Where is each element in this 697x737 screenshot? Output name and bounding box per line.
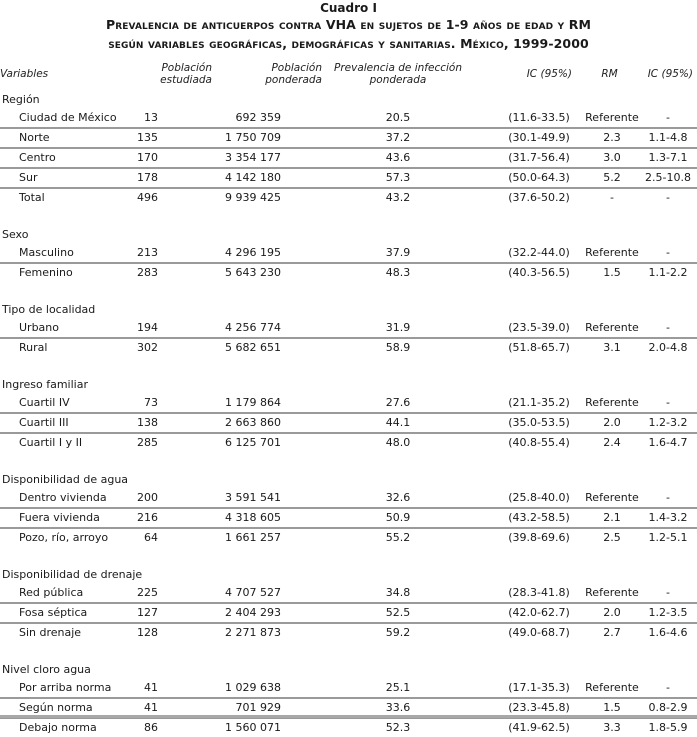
data-table	[0, 91, 697, 737]
cell-variable: Cuartil III	[0, 413, 112, 433]
cell-poblacion-ponderada: 9 939 425	[178, 188, 323, 207]
group-label: Sexo	[2, 228, 29, 241]
cell-variable: Rural	[0, 338, 112, 357]
cell-poblacion-ponderada: 2 404 293	[178, 603, 323, 623]
cell-rm: Referente	[585, 111, 639, 124]
cell-ic95-rm: 1.8-5.9	[639, 718, 697, 737]
group-label: Tipo de localidad	[2, 303, 96, 316]
cell-ic95-rm: 1.2-5.1	[639, 528, 697, 547]
cell-prevalencia: 48.3	[323, 263, 473, 282]
cell-ic95-rm: 1.1-2.2	[639, 263, 697, 282]
col-header-rm: RM	[601, 68, 618, 80]
table-header	[0, 62, 697, 86]
group-header-row	[0, 301, 697, 319]
cell-poblacion-estudiada: 127	[112, 603, 178, 623]
cell-ic95-rm: 2.0-4.8	[639, 338, 697, 357]
cell-ic95: (35.0-53.5)	[473, 413, 585, 433]
cell-prevalencia: 43.6	[323, 148, 473, 168]
cell-prevalencia: 59.2	[323, 623, 473, 642]
cell-prevalencia: 44.1	[323, 413, 473, 433]
cell-poblacion-estudiada: 200	[137, 491, 158, 504]
group-spacer	[0, 452, 697, 471]
cell-rm: 3.1	[585, 338, 639, 357]
cell-poblacion-ponderada: 1 029 638	[225, 681, 281, 694]
cell-poblacion-estudiada: 13	[144, 111, 158, 124]
table-row	[0, 623, 697, 642]
cell-poblacion-ponderada: 1 560 071	[178, 718, 323, 737]
cell-prevalencia: 52.5	[323, 603, 473, 623]
cell-rm: 2.4	[585, 433, 639, 452]
group-spacer	[0, 282, 697, 301]
cell-ic95: (37.6-50.2)	[473, 188, 585, 207]
table-row	[0, 718, 697, 737]
cell-rm: Referente	[585, 396, 639, 409]
table-row	[0, 168, 697, 188]
cell-prevalencia: 34.8	[385, 586, 411, 599]
cell-variable: Sin drenaje	[0, 623, 112, 642]
table-row	[0, 679, 697, 698]
table-row	[0, 109, 697, 128]
cell-ic95-rm: 1.6-4.7	[639, 433, 697, 452]
cell-ic95-rm: 0.8-2.9	[639, 698, 697, 718]
cell-poblacion-estudiada: 213	[137, 246, 158, 259]
cell-ic95: (51.8-65.7)	[473, 338, 585, 357]
cell-ic95: (11.6-33.5)	[508, 111, 570, 124]
table-title-line-1: Prevalencia de anticuerpos contra VHA en sujetos de 1-9 años de edad y RM	[105, 17, 592, 32]
group-label: Región	[2, 93, 40, 106]
group-spacer	[0, 357, 697, 376]
cell-poblacion-ponderada: 692 359	[235, 111, 281, 124]
cell-poblacion-estudiada: 225	[137, 586, 158, 599]
cell-variable: Debajo norma	[0, 718, 112, 737]
cell-ic95-rm: 1.6-4.6	[639, 623, 697, 642]
cell-rm: 2.7	[585, 623, 639, 642]
cell-rm: Referente	[585, 321, 639, 334]
cell-variable: Urbano	[19, 321, 59, 334]
table-title-line-2: según variables geográficas, demográficas y sanitarias. México, 1999-2000	[108, 36, 589, 51]
cell-ic95-rm: 2.5-10.8	[639, 168, 697, 188]
cell-rm: 1.5	[585, 698, 639, 718]
cell-ic95: (39.8-69.6)	[473, 528, 585, 547]
cell-variable: Pozo, río, arroyo	[0, 528, 112, 547]
cell-ic95: (49.0-68.7)	[473, 623, 585, 642]
cell-variable: Norte	[0, 128, 112, 148]
col-header-poblacion-ponderada: Población ponderada	[265, 62, 322, 86]
cell-poblacion-ponderada: 701 929	[178, 698, 323, 718]
table-row	[0, 263, 697, 282]
col-header-ic95-rm: IC (95%)	[647, 68, 693, 80]
table-row	[0, 244, 697, 263]
cell-poblacion-ponderada: 6 125 701	[178, 433, 323, 452]
cell-ic95: (40.3-56.5)	[473, 263, 585, 282]
cell-prevalencia: 25.1	[385, 681, 411, 694]
cell-ic95: (28.3-41.8)	[508, 586, 570, 599]
cell-ic95-rm: -	[666, 246, 671, 259]
cell-prevalencia: 52.3	[323, 718, 473, 737]
cell-variable: Red pública	[19, 586, 84, 599]
table-row	[0, 508, 697, 528]
col-header-poblacion-estudiada: Población estudiada	[160, 62, 212, 86]
cell-rm: 3.0	[585, 148, 639, 168]
cell-poblacion-estudiada: 302	[112, 338, 178, 357]
table-row	[0, 319, 697, 338]
cell-ic95: (23.5-39.0)	[508, 321, 570, 334]
table-row	[0, 584, 697, 603]
cell-poblacion-ponderada: 4 318 605	[178, 508, 323, 528]
table-row	[0, 489, 697, 508]
cell-poblacion-ponderada: 4 707 527	[225, 586, 281, 599]
cell-variable: Fuera vivienda	[0, 508, 112, 528]
cell-prevalencia: 33.6	[323, 698, 473, 718]
cell-prevalencia: 55.2	[323, 528, 473, 547]
cell-prevalencia: 20.5	[385, 111, 411, 124]
cell-prevalencia: 57.3	[323, 168, 473, 188]
table-caption: Cuadro I	[320, 1, 377, 15]
cell-poblacion-estudiada: 283	[112, 263, 178, 282]
cell-prevalencia: 50.9	[323, 508, 473, 528]
cell-ic95: (42.0-62.7)	[473, 603, 585, 623]
cell-poblacion-ponderada: 5 643 230	[178, 263, 323, 282]
cell-ic95-rm: -	[666, 586, 671, 599]
cell-ic95: (25.8-40.0)	[508, 491, 570, 504]
cell-rm: 2.1	[585, 508, 639, 528]
cell-poblacion-estudiada: 496	[112, 188, 178, 207]
cell-ic95: (43.2-58.5)	[473, 508, 585, 528]
group-label: Nivel cloro agua	[2, 663, 91, 676]
cell-poblacion-estudiada: 138	[112, 413, 178, 433]
cell-ic95-rm: -	[639, 188, 697, 207]
cell-variable: Femenino	[0, 263, 112, 282]
cell-ic95-rm: -	[666, 681, 671, 694]
cell-poblacion-estudiada: 41	[112, 698, 178, 718]
cell-ic95-rm: -	[666, 396, 671, 409]
table-row	[0, 413, 697, 433]
cell-ic95-rm: 1.3-7.1	[639, 148, 697, 168]
group-header-row	[0, 376, 697, 394]
cell-ic95: (23.3-45.8)	[473, 698, 585, 718]
group-header-row	[0, 661, 697, 679]
cell-poblacion-ponderada: 4 296 195	[225, 246, 281, 259]
cell-ic95-rm: 1.2-3.2	[639, 413, 697, 433]
cell-variable: Total	[0, 188, 112, 207]
cell-poblacion-ponderada: 3 354 177	[178, 148, 323, 168]
group-label: Ingreso familiar	[2, 378, 88, 391]
cell-prevalencia: 37.2	[323, 128, 473, 148]
cell-rm: 2.3	[585, 128, 639, 148]
cell-poblacion-estudiada: 170	[112, 148, 178, 168]
group-label: Disponibilidad de drenaje	[2, 568, 143, 581]
cell-ic95-rm: 1.4-3.2	[639, 508, 697, 528]
cell-poblacion-ponderada: 1 179 864	[225, 396, 281, 409]
cell-prevalencia: 27.6	[385, 396, 411, 409]
cell-prevalencia: 32.6	[385, 491, 411, 504]
cell-rm: 2.0	[585, 603, 639, 623]
group-header-row	[0, 566, 697, 584]
table-row	[0, 433, 697, 452]
cell-prevalencia: 58.9	[323, 338, 473, 357]
cell-poblacion-estudiada: 128	[112, 623, 178, 642]
group-header-row	[0, 226, 697, 244]
table-row	[0, 603, 697, 623]
group-label: Disponibilidad de agua	[2, 473, 129, 486]
group-header-row	[0, 91, 697, 109]
cell-rm: Referente	[585, 586, 639, 599]
cell-rm: 2.0	[585, 413, 639, 433]
group-spacer	[0, 207, 697, 226]
cell-poblacion-ponderada: 3 591 541	[225, 491, 281, 504]
col-header-prevalencia: Prevalencia de infección ponderada	[334, 62, 462, 86]
col-header-variables: Variables	[0, 68, 49, 80]
cell-poblacion-estudiada: 178	[112, 168, 178, 188]
cell-poblacion-ponderada: 1 750 709	[178, 128, 323, 148]
cell-ic95: (50.0-64.3)	[473, 168, 585, 188]
cell-poblacion-estudiada: 194	[137, 321, 158, 334]
cell-ic95: (40.8-55.4)	[473, 433, 585, 452]
cell-rm: 2.5	[585, 528, 639, 547]
cell-prevalencia: 31.9	[385, 321, 411, 334]
table-row	[0, 188, 697, 207]
cell-variable: Por arriba norma	[19, 681, 112, 694]
cell-ic95-rm: 1.1-4.8	[639, 128, 697, 148]
cell-variable: Cuartil I y II	[0, 433, 112, 452]
table-row	[0, 148, 697, 168]
cell-rm: 3.3	[585, 718, 639, 737]
cell-poblacion-estudiada: 73	[144, 396, 158, 409]
cell-poblacion-ponderada: 5 682 651	[178, 338, 323, 357]
cell-poblacion-estudiada: 64	[112, 528, 178, 547]
cell-poblacion-ponderada: 4 142 180	[178, 168, 323, 188]
cell-variable: Masculino	[19, 246, 74, 259]
group-spacer	[0, 547, 697, 566]
cell-prevalencia: 37.9	[385, 246, 411, 259]
cell-variable: Dentro vivienda	[19, 491, 107, 504]
cell-poblacion-estudiada: 285	[112, 433, 178, 452]
cell-poblacion-estudiada: 216	[112, 508, 178, 528]
table-row	[0, 394, 697, 413]
cell-variable: Sur	[0, 168, 112, 188]
cell-ic95-rm: -	[666, 111, 671, 124]
table-bottom-rule	[0, 715, 697, 718]
cell-rm: -	[585, 188, 639, 207]
table-title-block	[0, 0, 697, 53]
cell-variable: Fosa séptica	[0, 603, 112, 623]
cell-poblacion-ponderada: 1 661 257	[178, 528, 323, 547]
cell-ic95-rm: -	[666, 491, 671, 504]
table-row	[0, 128, 697, 148]
group-header-row	[0, 471, 697, 489]
cell-poblacion-ponderada: 4 256 774	[225, 321, 281, 334]
cell-ic95: (41.9-62.5)	[473, 718, 585, 737]
cell-variable: Ciudad de México	[19, 111, 117, 124]
cell-ic95: (32.2-44.0)	[508, 246, 570, 259]
table-row	[0, 338, 697, 357]
cell-variable: Según norma	[0, 698, 112, 718]
cell-rm: Referente	[585, 681, 639, 694]
cell-variable: Cuartil IV	[19, 396, 70, 409]
col-header-ic95: IC (95%)	[526, 68, 572, 80]
cell-poblacion-ponderada: 2 271 873	[178, 623, 323, 642]
cell-ic95: (31.7-56.4)	[473, 148, 585, 168]
cell-rm: 1.5	[585, 263, 639, 282]
cell-ic95-rm: -	[666, 321, 671, 334]
table-row	[0, 528, 697, 547]
cell-poblacion-ponderada: 2 663 860	[178, 413, 323, 433]
cell-ic95-rm: 1.2-3.5	[639, 603, 697, 623]
cell-prevalencia: 43.2	[323, 188, 473, 207]
cell-variable: Centro	[0, 148, 112, 168]
cell-poblacion-estudiada: 86	[112, 718, 178, 737]
cell-poblacion-estudiada: 135	[112, 128, 178, 148]
cell-ic95: (17.1-35.3)	[508, 681, 570, 694]
cell-rm: Referente	[585, 246, 639, 259]
cell-rm: 5.2	[585, 168, 639, 188]
cell-rm: Referente	[585, 491, 639, 504]
cell-ic95: (30.1-49.9)	[473, 128, 585, 148]
cell-prevalencia: 48.0	[323, 433, 473, 452]
cell-poblacion-estudiada: 41	[144, 681, 158, 694]
cell-ic95: (21.1-35.2)	[508, 396, 570, 409]
group-spacer	[0, 642, 697, 661]
